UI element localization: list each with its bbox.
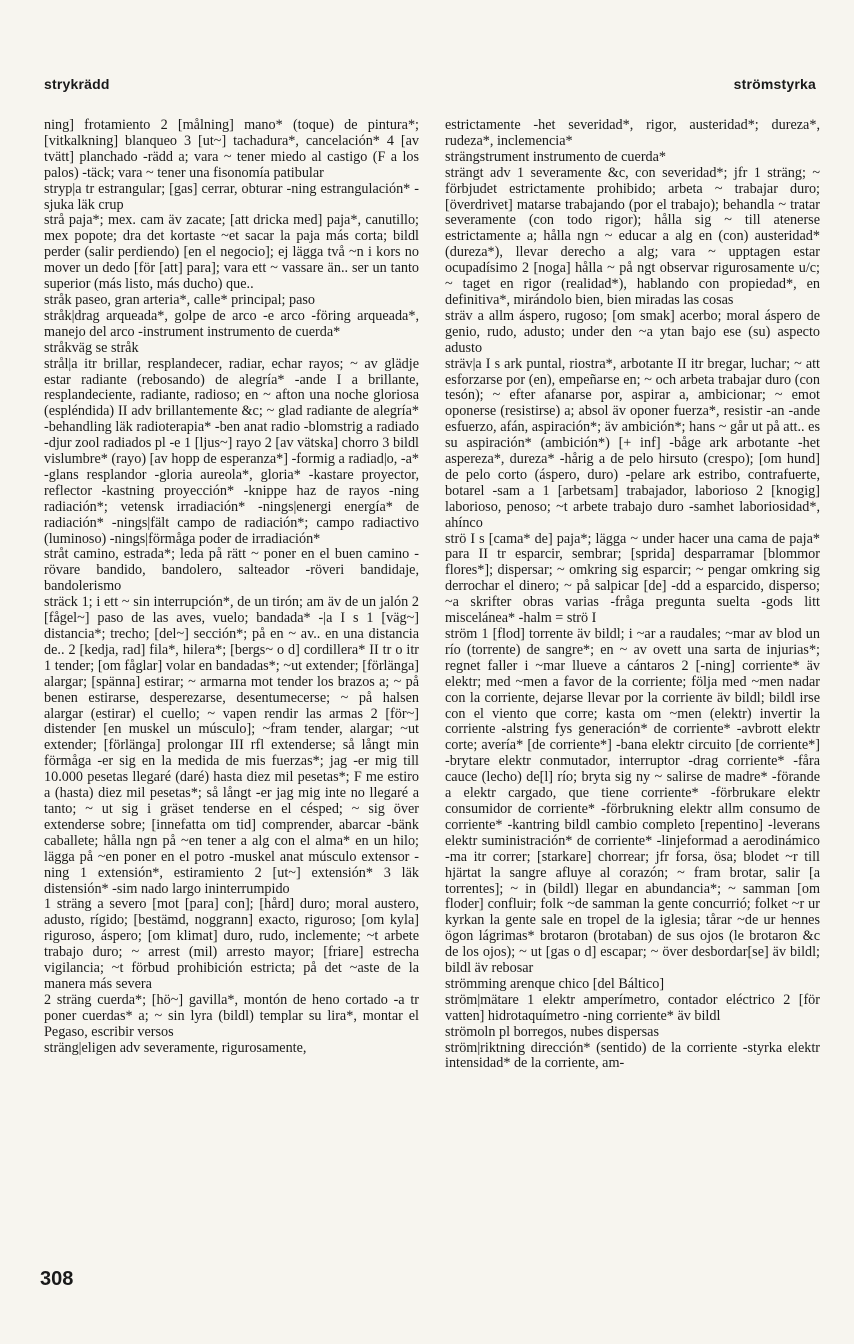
entry: stråk|drag arqueada*, golpe de arco -e arco -föring arqueada*, manejo del arco -instrument instrumento de cuerda*	[44, 307, 419, 340]
page-number: 308	[40, 1268, 74, 1290]
entry: strängstrument instrumento de cuerda*	[445, 148, 667, 165]
entry: stråt camino, estrada*; leda på rätt ~ poner en el buen camino -rövare bandido, bandolero, salteador -röveri bandidaje, bandolerismo	[44, 546, 419, 595]
entry: strömoln pl borregos, nubes dispersas	[445, 1023, 659, 1040]
entry: ning] frotamiento 2 [målning] mano* (toque) de pintura*; [vitkalkning] blanqueo 3 [ut~] tachadura*, cancelación* 4 [av tvätt] planchado -rädd a; vara ~ tener miedo al castigo (F a los palos) -täck; vara ~ tener una fisonomía patibular	[44, 118, 419, 181]
running-head-right: strömstyrka	[733, 76, 816, 92]
entry: stråk paseo, gran arteria*, calle* principal; paso	[44, 291, 316, 308]
entry: sträv a allm áspero, rugoso; [om smak] acerbo; moral áspero de genio, rudo, adusto; under den ~a ytan bajo ese (su) aspecto adusto	[445, 307, 820, 356]
entry: strömming arenque chico [del Báltico]	[445, 975, 665, 992]
entry: strå paja*; mex. cam äv zacate; [att dricka med] paja*, canutillo; mex popote; dra det kortaste ~et sacar la paja más corta; bildl perder (salir perdiendo) [en el negocio]; ej lägga två ~n i kors no mover un dedo [för [att] para]; vara ett ~ vassare än.. ser un tanto superior (más listo, más ducho) que..	[44, 212, 419, 293]
entry: ström|riktning dirección* (sentido) de la corriente -styrka elektr intensidad* de la corriente, am-	[445, 1039, 820, 1072]
entry: estrictamente -het severidad*, rigor, austeridad*; dureza*, rudeza*, inclemencia*	[445, 118, 820, 149]
dictionary-columns	[44, 118, 820, 1258]
entry: stryp|a tr estrangular; [gas] cerrar, obturar -ning estrangulación* -sjuka läk crup	[44, 180, 419, 213]
entry: ström 1 [flod] torrente äv bildl; i ~ar a raudales; ~mar av blod un río (torrente) de sangre*; en ~ av ovett una sarta de injurias*; regnet faller i ~mar llueve a cántaros 2 [-ning] corriente* äv elektr; med ~men a favor de la corriente; följa med ~men nadar con la corriente, dejarse llevar por la corriente äv bildl; bildl irse con el viento que corre; kasta om ~men (elektr) invertir la corriente -alstring fys generación* de corriente* -avbrott elektr corte; avería* [de corriente*] -bana elektr circuito [de corriente*] -brytare elektr conmutador, interruptor -drag corriente* -fåra cauce (lecho) de[l] río; bryta sig ny ~ salirse de madre* -förande a elektr cargado, que tiene corriente* -förbrukare elektr consumidor de corriente* -förbrukning elektr allm consumo de corriente* -kantring bildl cambio completo [repentino] -leverans elektr suministración* de corriente* -linjeformad a aerodinámico -ma itr correr; [starkare] chorrear; jfr forsa, ösa; blodet ~r till hjärtat la sangre afluye al corazón; ~ fram brotar, salir [a torrentes]; ~ in (bildl) llegar en abundancia*; ~ samman [om floder] confluir; folk ~de samman la gente concurrió; folket ~r ur kyrkan la gente sale en tropel de la iglesia; tårar ~de ur hennes ögon lágrimas* brotaron (brotaban) de sus ojos (le brotaron &c de los ojos); ~ ut [gas o d] escapar; ~ över desbordar[se] äv bildl; bildl äv rebosar	[445, 626, 820, 977]
entry: sträv|a I s ark puntal, riostra*, arbotante II itr bregar, luchar; ~ att esforzarse por (en), empeñarse en; ~ och arbeta trabajar duro (con tesón); ~ efter afanarse por, aspirar a, ambicionar; ~ emot oponerse (resistirse) a; absol äv oponer fuerza*, resistir -an -ande esfuerzo, afán, aspiración*; äv ambición*; hans ~ går ut på att.. es su aspiración* (ambición*) [+ inf] -båge ark arbotante -het aspereza*, dureza* -hårig a de pelo hirsuto (crespo); [om hund] de pelo corto (áspero, duro) -pelare ark estribo, contrafuerte, botarel -sam a 1 [arbetsam] trabajador, laborioso 2 [knogig] laborioso, penoso; ~t arbete trabajo duro -samhet laboriosidad*, ahínco	[445, 355, 820, 531]
running-head-left: strykrädd	[44, 76, 110, 92]
right-column	[445, 118, 820, 1258]
entry: strål|a itr brillar, resplandecer, radiar, echar rayos; ~ av glädje estar radiante (rebosando) de alegría* -ande I a brillante, resplandeciente, radiante, radioso; en ~ afton una noche gloriosa (espléndida) II adv brillantemente &c; ~ glad radiante de alegría* -behandling läk radioterapia* -ben anat radio -blomstrig a radiado -djur zool radiados pl -e 1 [ljus~] rayo 2 [av vätska] chorro 3 bildl vislumbre* (rayo) [av hopp de esperanza*] -formig a radiad|o, -a* -glans resplandor -gloria aureola*, gloria* -kastare proyector, reflector -kastning proyección* -knippe haz de rayos -ning radiación*; vetensk irradiación* -nings|energi energía* de radiación* -nings|fält campo de radiación*; campo radiactivo (luminoso) -nings|förmåga poder de irradiación*	[44, 355, 419, 547]
entry: 1 sträng a severo [mot [para] con]; [hård] duro; moral austero, adusto, rígido; [bestämd, noggrann] exacto, riguroso; [om kyla] riguroso, áspero; [om klimat] duro, rudo, inclemente; ~t arbete trabajo duro; ~ arrest (mil) arresto mayor; [friare] estrecha vigilancia; ~t förbud prohibición estricta; på det ~aste de la manera más severa	[44, 896, 419, 992]
entry: sträck 1; i ett ~ sin interrupción*, de un tirón; am äv de un jalón 2 [fågel~] paso de las aves, vuelo; bandada* -|a I s 1 [väg~] distancia*; trecho; [del~] sección*; på en ~ av.. en una distancia de.. 2 [kedja, rad] fila*, hilera*; [bergs~ o d] cordillera* II tr o itr 1 tender; [om fåglar] volar en bandadas*; ~ut extender; [förlänga] alargar; [spänna] estirar; ~ armarna mot tender los brazos a; ~ på benen estirarse, desperezarse, desentumecerse; ~ på halsen alargar (estirar) el cuello; ~ vapen rendir las armas 2 [för~] distender [en muskel un músculo]; ~fram tender, alargar; ~ut extender; [förlänga] prolongar III rfl extenderse; så långt min förmåga -er sig en la medida de mis fuerzas*; jag -er mig till 10.000 pesetas llegaré (daré) hasta diez mil pesetas*; F me estiro a (hasta) diez mil pesetas*; så långt -er jag mig inte no llegaré a tanto; ~ ut sig i gräset tenderse en el césped; ~ sig över extenderse sobre; [innefatta om tid] comprender, abarcar -bänk caballete; hålla ngn på ~en tener a alg con el alma* en un hilo; lägga på ~en poner en el potro -muskel anat músculo extensor -ning 1 extensión*, estiramiento 2 [ut~] extensión* 3 läk distensión* -sim nado largo ininterrumpido	[44, 594, 419, 897]
left-column	[44, 118, 419, 1258]
entry: 2 sträng cuerda*; [hö~] gavilla*, montón de heno cortado -a tr poner cuerdas* a; ~ sin lyra (bildl) templar su lira*, montar el Pegaso, escribir versos	[44, 991, 419, 1040]
entry: sträng|eligen adv severamente, rigurosamente,	[44, 1039, 307, 1056]
entry: ström|mätare 1 elektr amperímetro, contador eléctrico 2 [för vatten] hidrotaquímetro -ning corriente* äv bildl	[445, 991, 820, 1024]
entry: strängt adv 1 severamente &c, con severidad*; jfr 1 sträng; ~ förbjudet estrictamente prohibido; arbeta ~ trabajar duro; [överdrivet] matarse trabajando (por el trabajo); behandla ~ tratar severamente (con todo rigor); hålla sig ~ till atenerse estrictamente a; hålla ngn ~ educar a alg en (con) austeridad* (dureza*), llevar derecho a alg; vara ~ upptagen estar ocupadísimo 2 [noga] hålla ~ på ngt observar rigurosamente u/c; ~ taget en rigor (realidad*), hablando con propiedad*, en definitiva*, mirándolo bien, bien miradas las cosas	[445, 164, 820, 308]
entry: strö I s [cama* de] paja*; lägga ~ under hacer una cama de paja* para II tr esparcir, sembrar; [sprida] desparramar [blommor flores*]; dispersar; ~ omkring sig esparcir; ~ pengar omkring sig derrochar el dinero; ~ på salpicar [de] -dd a esparcido, disperso; ~a skrifter obras varias -fråga pregunta suelta -gods litt miscelánea* -halm = strö I	[445, 530, 820, 627]
entry: stråkväg se stråk	[44, 339, 139, 356]
